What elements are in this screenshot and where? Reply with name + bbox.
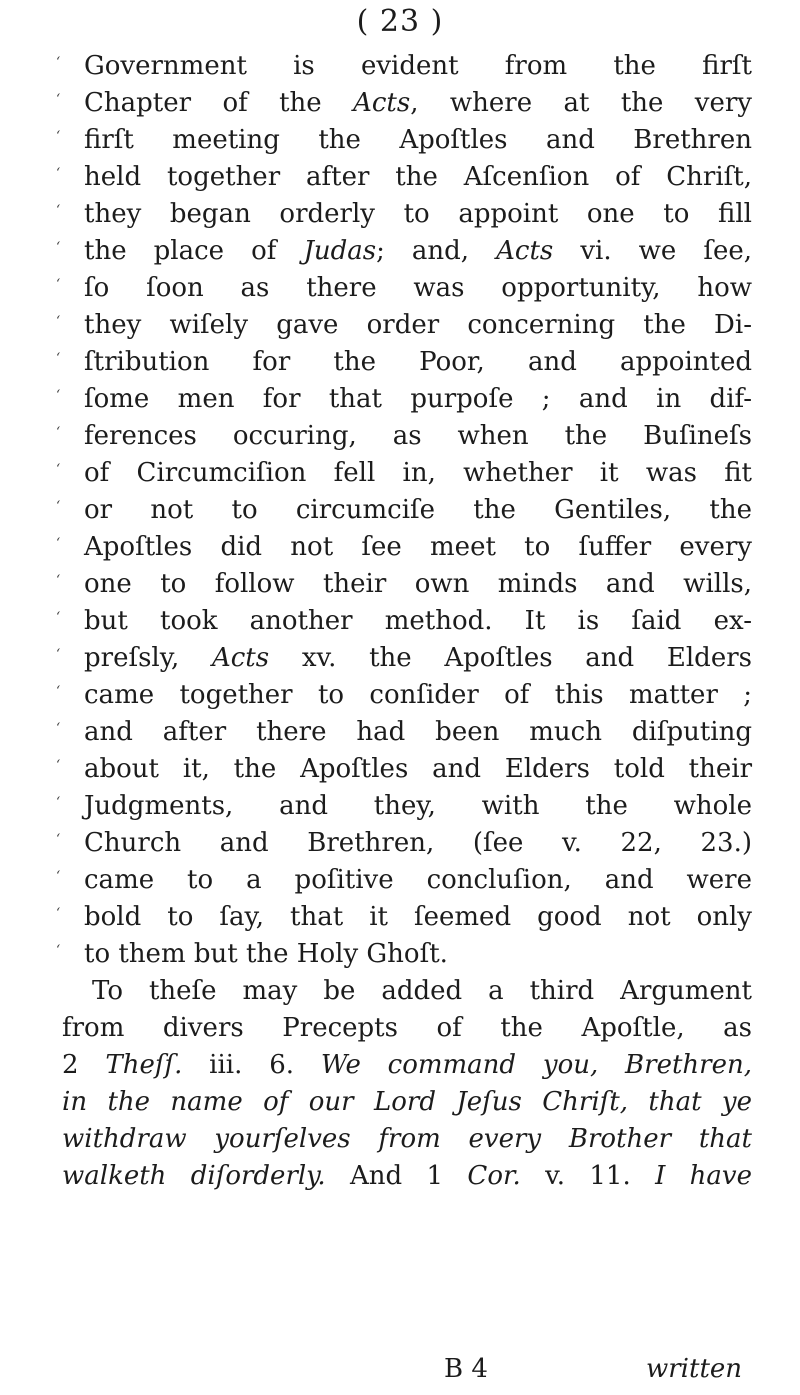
roman-text: to them but the Holy Ghoſt. <box>84 939 448 969</box>
page-footer <box>0 1354 800 1392</box>
quotation-mark: ‘ <box>56 203 61 218</box>
quotation-mark: ‘ <box>56 129 61 144</box>
roman-text: xv. the Apoſtles and Elders <box>269 643 752 673</box>
quotation-mark: ‘ <box>56 758 61 773</box>
quotation-mark: ‘ <box>56 795 61 810</box>
roman-text: or not to circumciſe the Gentiles, the <box>84 495 752 525</box>
quotation-mark: ‘ <box>56 832 61 847</box>
roman-text: ſtribution for the Poor, and appointed <box>84 347 752 377</box>
roman-text: 2 <box>62 1050 106 1080</box>
quotation-mark: ‘ <box>56 536 61 551</box>
page-number: ( 23 ) <box>356 4 444 39</box>
line-text <box>84 307 752 344</box>
roman-text: ferences occuring, as when the Buſineſs <box>84 421 752 451</box>
quotation-mark: ‘ <box>56 240 61 255</box>
italic-text: Acts <box>211 643 270 673</box>
roman-text: ſome men for that purpoſe ; and in dif- <box>84 384 752 414</box>
signature-mark: B 4 <box>444 1354 488 1384</box>
quotation-mark: ‘ <box>56 55 61 70</box>
roman-text: came to a poſitive concluſion, and were <box>84 865 752 895</box>
text-line <box>56 270 752 307</box>
text-line <box>56 196 752 233</box>
quotation-mark: ‘ <box>56 906 61 921</box>
roman-text: v. 11. <box>520 1161 656 1191</box>
quotation-mark: ‘ <box>56 647 61 662</box>
line-text <box>84 751 752 788</box>
italic-text: withdraw yourſelves from every Brother that <box>62 1124 752 1154</box>
quotation-mark: ‘ <box>56 721 61 736</box>
roman-text: they wiſely gave order concerning the Di- <box>84 310 752 340</box>
text-line <box>62 1158 752 1195</box>
quotation-mark: ‘ <box>56 314 61 329</box>
text-line <box>62 1010 752 1047</box>
italic-text: walketh diſorderly. <box>62 1161 326 1191</box>
roman-text: firſt meeting the Apoſtles and Brethren <box>84 125 752 155</box>
text-line <box>56 529 752 566</box>
roman-text: vi. we ſee, <box>553 236 752 266</box>
roman-text: Government is evident from the firſt <box>84 51 752 81</box>
text-line <box>56 677 752 714</box>
text-line <box>56 751 752 788</box>
line-text <box>84 788 752 825</box>
line-text <box>62 1047 752 1084</box>
roman-text: bold to ſay, that it ſeemed good not only <box>84 902 752 932</box>
roman-text: they began orderly to appoint one to fill <box>84 199 752 229</box>
text-line <box>62 1121 752 1158</box>
line-text <box>84 899 752 936</box>
quotation-mark: ‘ <box>56 462 61 477</box>
line-text <box>84 233 752 270</box>
line-text <box>84 85 752 122</box>
italic-text: in the name of our Lord Jeſus Chriſt, that ye <box>62 1087 752 1117</box>
line-text <box>84 270 752 307</box>
roman-text: the place of <box>84 236 304 266</box>
line-text <box>62 1084 752 1121</box>
roman-text: ſo ſoon as there was opportunity, how <box>84 273 752 303</box>
text-line <box>56 788 752 825</box>
quotation-mark: ‘ <box>56 277 61 292</box>
roman-text: iii. 6. <box>182 1050 321 1080</box>
quotation-mark: ‘ <box>56 610 61 625</box>
catchword: written <box>646 1354 743 1384</box>
roman-text: and after there had been much diſputing <box>84 717 752 747</box>
italic-text: Theſſ. <box>105 1050 183 1080</box>
text-line <box>56 825 752 862</box>
italic-text: Cor. <box>467 1161 521 1191</box>
text-line <box>56 159 752 196</box>
line-text <box>84 122 752 159</box>
roman-text: Church and Brethren, (ſee v. 22, 23.) <box>84 828 752 858</box>
line-text <box>84 529 752 566</box>
line-text <box>84 677 752 714</box>
quotation-mark: ‘ <box>56 573 61 588</box>
text-line <box>56 48 752 85</box>
italic-text: Acts <box>496 236 554 266</box>
line-text <box>84 825 752 862</box>
roman-text: preſsly, <box>84 643 212 673</box>
quotation-mark: ‘ <box>56 943 61 958</box>
line-text <box>84 48 752 85</box>
line-text <box>84 159 752 196</box>
roman-text: To theſe may be added a third Argument <box>92 976 752 1006</box>
roman-text: one to follow their own minds and wills, <box>84 569 752 599</box>
quotation-mark: ‘ <box>56 684 61 699</box>
roman-text: held together after the Aſcenſion of Chriſt, <box>84 162 752 192</box>
text-line <box>56 936 752 973</box>
line-text <box>84 566 752 603</box>
line-text <box>62 973 752 1010</box>
text-line <box>62 1047 752 1084</box>
line-text <box>84 492 752 529</box>
text-line <box>56 640 752 677</box>
roman-text: came together to conſider of this matter ; <box>84 680 752 710</box>
italic-text: We command you, Brethren, <box>320 1050 753 1080</box>
roman-text: from divers Precepts of the Apoſtle, as <box>62 1013 752 1043</box>
text-line <box>56 492 752 529</box>
line-text <box>62 1158 752 1195</box>
text-line <box>56 862 752 899</box>
roman-text: And 1 <box>325 1161 468 1191</box>
line-text <box>84 196 752 233</box>
line-text <box>84 344 752 381</box>
roman-text: but took another method. It is ſaid ex- <box>84 606 752 636</box>
italic-text: Acts <box>353 88 411 118</box>
roman-text: Judgments, and they, with the whole <box>84 791 752 821</box>
quotation-mark: ‘ <box>56 388 61 403</box>
roman-text: , where at the very <box>410 88 752 118</box>
roman-text: ; and, <box>376 236 497 266</box>
roman-text: Apoſtles did not ſee meet to ſuffer every <box>84 532 752 562</box>
line-text <box>84 418 752 455</box>
line-text <box>84 455 752 492</box>
line-text <box>84 862 752 899</box>
italic-text: Judas <box>303 236 377 266</box>
text-line <box>56 566 752 603</box>
italic-text: I have <box>655 1161 752 1191</box>
text-line <box>62 1084 752 1121</box>
line-text <box>84 714 752 751</box>
text-line <box>56 418 752 455</box>
body-text <box>56 48 753 1195</box>
text-line <box>62 973 752 1010</box>
roman-text: of Circumciſion fell in, whether it was fit <box>84 458 752 488</box>
text-line <box>56 455 752 492</box>
quotation-mark: ‘ <box>56 92 61 107</box>
roman-text: about it, the Apoſtles and Elders told their <box>84 754 752 784</box>
text-line <box>56 899 752 936</box>
line-text <box>62 1121 752 1158</box>
text-line <box>56 122 752 159</box>
roman-text: Chapter of the <box>84 88 354 118</box>
text-line <box>56 307 752 344</box>
line-text <box>84 381 752 418</box>
text-line <box>56 714 752 751</box>
text-line <box>56 85 752 122</box>
line-text <box>62 1010 752 1047</box>
line-text <box>84 640 752 677</box>
text-line <box>56 381 752 418</box>
line-text <box>84 936 752 973</box>
quotation-mark: ‘ <box>56 425 61 440</box>
quotation-mark: ‘ <box>56 869 61 884</box>
text-line <box>56 603 752 640</box>
quotation-mark: ‘ <box>56 499 61 514</box>
line-text <box>84 603 752 640</box>
text-line <box>56 233 752 270</box>
quotation-mark: ‘ <box>56 351 61 366</box>
quotation-mark: ‘ <box>56 166 61 181</box>
text-line <box>56 344 752 381</box>
